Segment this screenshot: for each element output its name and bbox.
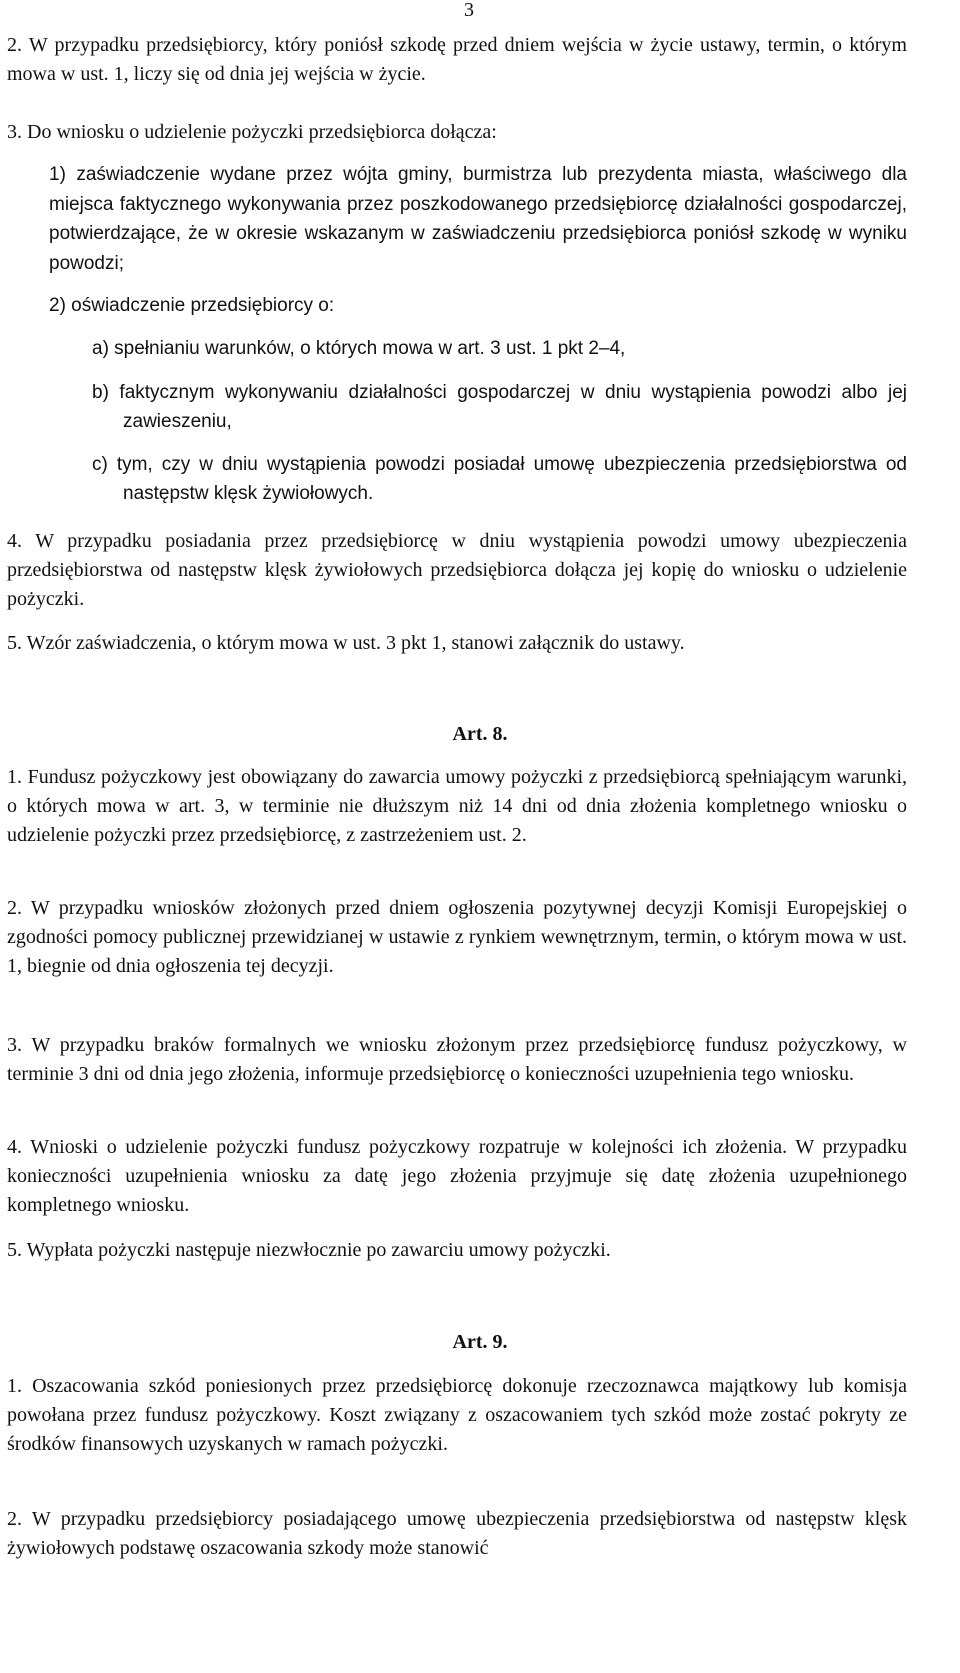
art8-paragraph-5: 5. Wypłata pożyczki następuje niezwłocznie po zawarciu umowy pożyczki. — [7, 1239, 611, 1261]
art7-paragraph-4: 4. W przypadku posiadania przez przedsiębiorcę w dniu wystąpienia powodzi umowy ubezpieczenia przedsiębiorstwa od następstw klęsk żywiołowych przedsiębiorca dołącza jej kopię do wniosku o udzielenie pożyczki. — [7, 530, 907, 610]
art8-paragraph-4: 4. Wnioski o udzielenie pożyczki fundusz pożyczkowy rozpatruje w kolejności ich złożenia. W przypadku konieczności uzupełnienia wniosku za datę jego złożenia przyjmuje się datę złożenia uzupełnionego kompletnego wniosku. — [7, 1136, 907, 1216]
art9-paragraph-2: 2. W przypadku przedsiębiorcy posiadającego umowę ubezpieczenia przedsiębiorstwa od następstw klęsk żywiołowych podstawę oszacowania szkody może stanowić — [7, 1508, 907, 1559]
art8-heading: Art. 8. — [452, 723, 508, 745]
art7-paragraph-5: 5. Wzór zaświadczenia, o którym mowa w ust. 3 pkt 1, stanowi załącznik do ustawy. — [7, 632, 685, 654]
page-number: 3 — [464, 0, 474, 21]
art7-item-1: 1) zaświadczenie wydane przez wójta gminy, burmistrza lub prezydenta miasta, właściwego dla miejsca faktycznego wykonywania przez poszkodowanego przedsiębiorcę działalności gospodarczej, potwierdzające, że w okresie wskazanym w zaświadczeniu przedsiębiorca poniósł szkodę w wyniku powodzi; — [49, 164, 907, 274]
art8-paragraph-3: 3. W przypadku braków formalnych we wniosku złożonym przez przedsiębiorcę fundusz pożyczkowy, w terminie 3 dni od dnia jego złożenia, informuje przedsiębiorcę o konieczności uzupełnienia tego wniosku. — [7, 1034, 907, 1085]
art7-paragraph-3-intro: 3. Do wniosku o udzielenie pożyczki przedsiębiorca dołącza: — [7, 121, 497, 143]
art7-item-2b: b) faktycznym wykonywaniu działalności gospodarczej w dniu wystąpienia powodzi albo jej zawieszeniu, — [92, 382, 907, 432]
art7-item-2a: a) spełnianiu warunków, o których mowa w art. 3 ust. 1 pkt 2–4, — [92, 338, 626, 359]
art8-paragraph-2: 2. W przypadku wniosków złożonych przed dniem ogłoszenia pozytywnej decyzji Komisji Europejskiej o zgodności pomocy publicznej przewidzianej w ustawie z rynkiem wewnętrznym, termin, o którym mowa w ust. 1, biegnie od dnia ogłoszenia tej decyzji. — [7, 897, 907, 977]
art8-paragraph-1: 1. Fundusz pożyczkowy jest obowiązany do zawarcia umowy pożyczki z przedsiębiorcą spełniającym warunki, o których mowa w art. 3, w terminie nie dłuższym niż 14 dni od dnia złożenia kompletnego wniosku o udzielenie pożyczki przez przedsiębiorcę, z zastrzeżeniem ust. 2. — [7, 766, 907, 846]
art7-paragraph-2: 2. W przypadku przedsiębiorcy, który poniósł szkodę przed dniem wejścia w życie ustawy, termin, o którym mowa w ust. 1, liczy się od dnia jej wejścia w życie. — [7, 34, 907, 85]
art7-item-2c: c) tym, czy w dniu wystąpienia powodzi posiadał umowę ubezpieczenia przedsiębiorstwa od następstw klęsk żywiołowych. — [92, 454, 907, 504]
art9-heading: Art. 9. — [452, 1331, 508, 1353]
art9-paragraph-1: 1. Oszacowania szkód poniesionych przez przedsiębiorcę dokonuje rzeczoznawca majątkowy lub komisja powołana przez fundusz pożyczkowy. Koszt związany z oszacowaniem tych szkód może zostać pokryty ze środków finansowych uzyskanych w ramach pożyczki. — [7, 1375, 907, 1455]
art7-item-2: 2) oświadczenie przedsiębiorcy o: — [49, 295, 335, 316]
